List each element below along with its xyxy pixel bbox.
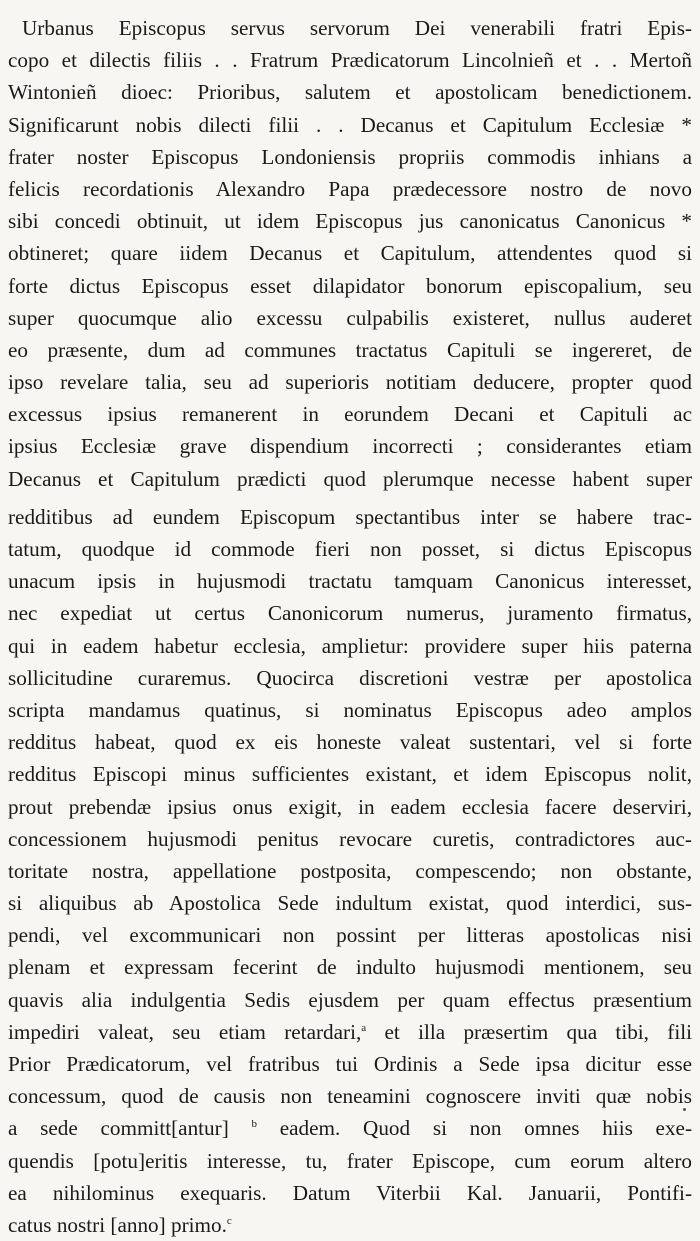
text-line: concessum, quod de causis non teneamini cognoscere inviti quæ nobis [8, 1084, 692, 1109]
footnote-marker-a: a [361, 1021, 367, 1034]
text-line: toritate nostra, appellatione postposita, compescendo; non obstante, [8, 858, 692, 883]
text-line: tatum, quodque id commode fieri non posset, si dictus Episcopus [8, 537, 692, 561]
text-segment: et illa præsertim qua tibi, fili [366, 1019, 692, 1044]
text-line: quavis alia indulgentia Sedis ejusdem per quam effectus præsentium [8, 987, 692, 1012]
text-segment: impediri valeat, seu etiam retardari, [8, 1019, 362, 1044]
text-line: qui in eadem habetur ecclesia, amplietur: providere super hiis paterna [8, 633, 692, 658]
text-line: ipso revelare talia, seu ad superioris notitiam deducere, propter quod [8, 370, 692, 395]
text-line: concessionem hujusmodi penitus revocare curetis, contradictores auc- [8, 826, 692, 851]
text-line: si aliquibus ab Apostolica Sede indultum existat, quod interdici, sus- [8, 891, 692, 916]
text-segment: eadem. Quod si non omnes hiis exe- [257, 1116, 692, 1141]
footnote-marker-b: b [251, 1118, 257, 1131]
text-segment: catus nostri [anno] primo. [8, 1212, 227, 1237]
text-line: unacum ipsis in hujusmodi tractatu tamquam Canonicus interesset, [8, 569, 692, 594]
text-line: eo præsente, dum ad communes tractatus Capituli se ingereret, de [8, 337, 692, 362]
text-line: Wintonieñ dioec: Prioribus, salutem et apostolicam benedictionem. [8, 80, 692, 105]
text-line: ipsius Ecclesiæ grave dispendium incorrecti ; considerantes etiam [8, 434, 692, 459]
text-line-with-footnote [8, 1016, 692, 1048]
text-line: Decanus et Capitulum prædicti quod plerumque necesse habent super [8, 466, 692, 491]
text-line: redditus habeat, quod ex eis honeste valeat sustentari, vel si forte [8, 730, 692, 755]
text-line: frater noster Episcopus Londoniensis propriis commodis inhians a [8, 144, 692, 169]
text-line: copo et dilectis filiis . . Fratrum Prædicatorum Lincolnieñ et . . Mertoñ [8, 48, 692, 73]
text-line: prout prebendæ ipsius onus exigit, in eadem ecclesia facere deserviri, [8, 794, 692, 819]
page-speck [683, 1108, 686, 1111]
text-line: felicis recordationis Alexandro Papa prædecessore nostro de novo [8, 176, 692, 201]
text-line: sollicitudine curaremus. Quocirca discretioni vestræ per apostolica [8, 665, 692, 690]
text-line: redditibus ad eundem Episcopum spectantibus inter se habere trac- [8, 504, 692, 529]
text-line: Urbanus Episcopus servus servorum Dei venerabili fratri Epis- [22, 16, 692, 40]
text-line: pendi, vel excommunicari non possint per litteras apostolicas nisi [8, 923, 692, 948]
text-line: sibi concedi obtinuit, ut idem Episcopus jus canonicatus Canonicus * [8, 209, 692, 234]
footnote-marker-c: c [226, 1214, 232, 1227]
text-line: Significarunt nobis dilecti filii . . Decanus et Capitulum Ecclesiæ * [8, 112, 692, 137]
text-segment: a sede committ[antur] [8, 1116, 229, 1141]
text-line: super quocumque alio excessu culpabilis existeret, nullus auderet [8, 305, 692, 330]
text-line: nec expediat ut certus Canonicorum numerus, juramento firmatus, [8, 601, 692, 626]
text-line: quendis [potu]eritis interesse, tu, frater Episcope, cum eorum altero [8, 1148, 692, 1173]
text-line-with-footnote [8, 1209, 692, 1241]
text-line: plenam et expressam fecerint de indulto hujusmodi mentionem, seu [8, 955, 692, 980]
text-line: ea nihilominus exequaris. Datum Viterbii Kal. Januarii, Pontifi- [8, 1180, 692, 1205]
document-body [8, 12, 692, 1241]
text-line-with-footnote [8, 1112, 692, 1144]
text-line: excessus ipsius remanerent in eorundem Decani et Capituli ac [8, 402, 692, 427]
text-line: forte dictus Episcopus esset dilapidator bonorum episcopalium, seu [8, 273, 692, 298]
text-line: redditus Episcopi minus sufficientes existant, et idem Episcopus nolit, [8, 762, 692, 787]
text-line: Prior Prædicatorum, vel fratribus tui Ordinis a Sede ipsa dicitur esse [8, 1052, 692, 1076]
text-line: obtineret; quare iidem Decanus et Capitulum, attendentes quod si [8, 241, 692, 266]
text-line: scripta mandamus quatinus, si nominatus Episcopus adeo amplos [8, 697, 692, 722]
